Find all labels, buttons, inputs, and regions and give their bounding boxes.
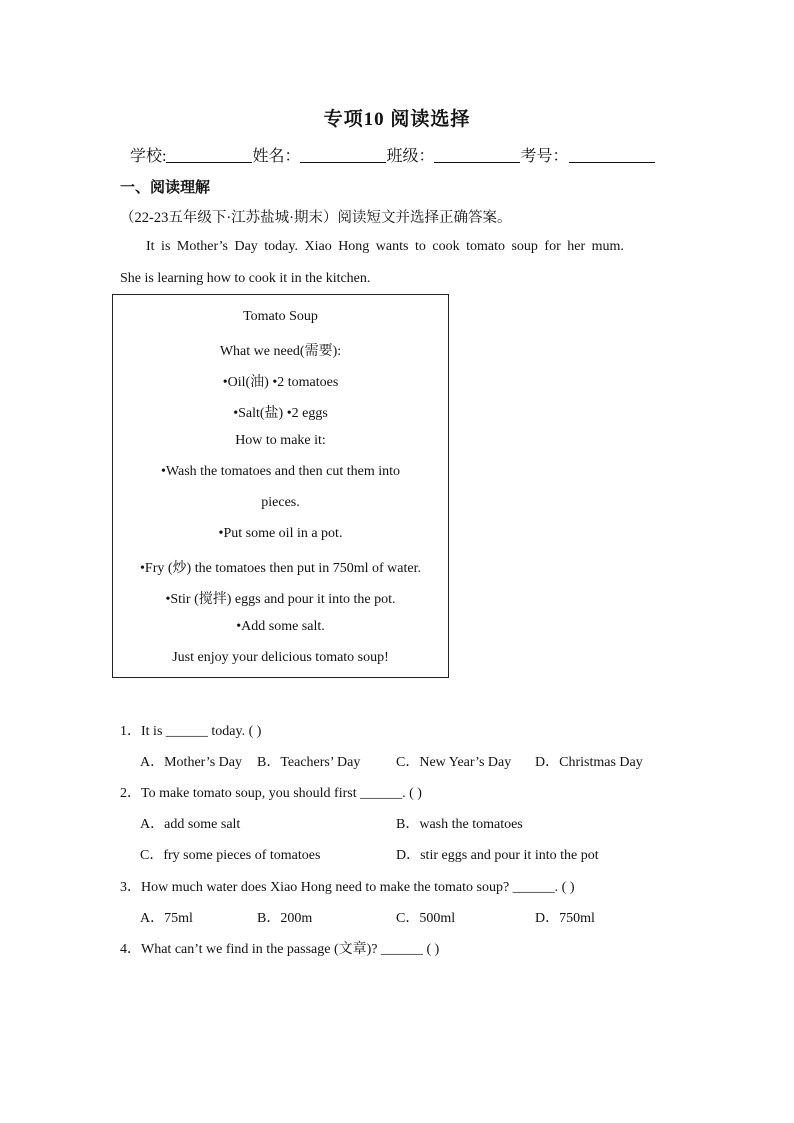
recipe-line: Just enjoy your delicious tomato soup! <box>172 650 389 665</box>
number-label: 考号： <box>520 148 569 165</box>
section-heading: 一、阅读理解 <box>120 180 211 196</box>
recipe-line: •Stir (搅拌) eggs and pour it into the pot. <box>165 592 396 607</box>
class-label: 班级： <box>386 148 435 165</box>
passage-line-1: It is Mother’s Day today. Xiao Hong wants to cook tomato soup for her mum. <box>146 239 624 254</box>
school-blank <box>166 146 252 163</box>
recipe-line: What we need(需要): <box>219 344 342 359</box>
recipe-line: •Wash the tomatoes and then cut them into <box>161 464 400 479</box>
recipe-line: •Put some oil in a pot. <box>218 526 343 541</box>
name-label: 姓名： <box>252 148 301 165</box>
recipe-line: pieces. <box>261 495 300 510</box>
q1-option-d[interactable]: D．Christmas Day <box>535 755 643 770</box>
page-title: 专项10 阅读选择 <box>323 109 471 130</box>
question-1: 1．It is ______ today. ( ) <box>120 724 262 739</box>
question-2: 2．To make tomato soup, you should first ______. ( ) <box>120 786 422 801</box>
recipe-line: •Oil(油) •2 tomatoes <box>222 375 339 390</box>
number-blank <box>569 146 655 163</box>
student-info-line <box>130 143 655 166</box>
q3-option-d[interactable]: D．750ml <box>535 911 595 926</box>
name-blank <box>300 146 386 163</box>
q1-option-a[interactable]: A．Mother’s Day <box>140 755 243 770</box>
q2-option-a[interactable]: A．add some salt <box>140 817 241 832</box>
recipe-box <box>112 294 449 678</box>
source-line: （22-23五年级下·江苏盐城·期末）阅读短文并选择正确答案。 <box>120 210 512 226</box>
recipe-line: •Salt(盐) •2 eggs <box>233 406 328 421</box>
q2-option-d[interactable]: D．stir eggs and pour it into the pot <box>396 848 599 863</box>
recipe-line: How to make it: <box>235 433 326 448</box>
q1-option-c[interactable]: C．New Year’s Day <box>396 755 512 770</box>
class-blank <box>434 146 520 163</box>
school-label: 学校: <box>130 148 167 165</box>
question-4: 4．What can’t we find in the passage (文章)? ______ ( ) <box>120 942 440 957</box>
q3-option-a[interactable]: A．75ml <box>140 911 193 926</box>
recipe-line: •Fry (炒) the tomatoes then put in 750ml of water. <box>140 561 421 576</box>
recipe-line: •Add some salt. <box>236 619 325 634</box>
recipe-title: Tomato Soup <box>243 309 318 324</box>
q2-option-b[interactable]: B．wash the tomatoes <box>396 817 523 832</box>
passage-line-2: She is learning how to cook it in the kitchen. <box>120 271 371 286</box>
q3-option-b[interactable]: B．200m <box>257 911 313 926</box>
question-3: 3．How much water does Xiao Hong need to make the tomato soup? ______. ( ) <box>120 880 575 895</box>
q1-option-b[interactable]: B．Teachers’ Day <box>257 755 361 770</box>
q3-option-c[interactable]: C．500ml <box>396 911 456 926</box>
q2-option-c[interactable]: C．fry some pieces of tomatoes <box>140 848 321 863</box>
